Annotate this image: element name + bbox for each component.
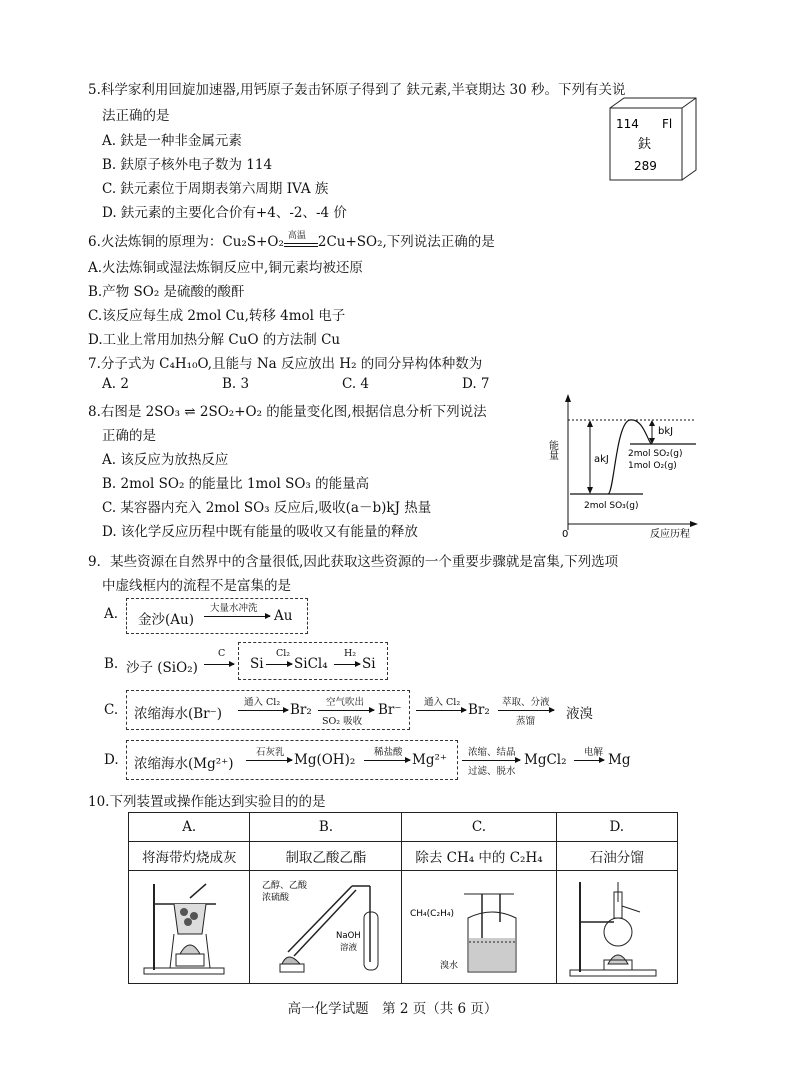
- q7-option-c: C. 4: [342, 376, 370, 392]
- q10-table: [128, 812, 678, 984]
- element-tile: [606, 96, 702, 186]
- q9d-cond3b: 过滤、脱水: [468, 766, 516, 777]
- element-number: 114: [616, 117, 639, 131]
- product-label-2: 1mol O₂(g): [628, 461, 677, 471]
- q8-stem-line1: 8.右图是 2SO₃ ⇌ 2SO₂+O₂ 的能量变化图,根据信息分析下列说法: [88, 404, 487, 420]
- energy-b-label: bkJ: [658, 426, 674, 437]
- q9b-cond2: Cl₂: [276, 648, 291, 659]
- energy-a-label: akJ: [594, 454, 609, 465]
- apparatus-c-label-2: 溴水: [439, 961, 458, 971]
- q9c-cond2a: 空气吹出: [326, 697, 365, 708]
- q9b-label: B.: [104, 656, 119, 672]
- q10-purpose-b: 制取乙酸乙酯: [250, 842, 402, 871]
- q6-option-a: A.火法炼铜或湿法炼铜反应中,铜元素均被还原: [88, 260, 363, 276]
- q9b-step1: Si: [250, 656, 264, 672]
- q10-purpose-c: 除去 CH₄ 中的 C₂H₄: [402, 842, 556, 871]
- q9d-arrow3: [462, 760, 520, 761]
- q6-stem-pre: 6.火法炼铜的原理为：Cu₂S+O₂: [88, 234, 284, 250]
- q9c-cond1: 通入 Cl₂: [244, 697, 281, 708]
- q7-option-b: B. 3: [222, 376, 250, 392]
- q9c-step1: Br₂: [290, 702, 312, 718]
- q6-option-b: B.产物 SO₂ 是硫酸的酸酐: [88, 284, 245, 300]
- distillation-apparatus: [558, 872, 676, 978]
- element-name: 鈇: [638, 137, 652, 152]
- q9a-condition: 大量水冲洗: [210, 603, 258, 614]
- element-mass: 289: [634, 159, 657, 173]
- q10-purpose-d: 石油分馏: [556, 842, 677, 871]
- q10-header-d: D.: [556, 813, 677, 842]
- gas-wash-bottle-apparatus: [404, 872, 554, 978]
- q9a-label: A.: [104, 606, 119, 622]
- q9c-end: 液溴: [566, 706, 593, 722]
- q8-option-d: D. 该化学反应历程中既有能量的吸收又有能量的释放: [102, 524, 418, 540]
- q9b-cond3: H₂: [344, 648, 357, 659]
- q9d-cond1: 石灰乳: [256, 747, 285, 758]
- q9d-start: 浓缩海水(Mg²⁺): [134, 756, 234, 772]
- q9b-arrow3: [334, 664, 360, 665]
- crucible-burning-apparatus: [130, 872, 248, 978]
- product-label-1: 2mol SO₂(g): [628, 449, 683, 459]
- q9c-cond2b: SO₂ 吸收: [322, 716, 363, 727]
- q9a-end: Au: [274, 608, 293, 624]
- q9d-arrow4: [574, 760, 604, 761]
- q9b-arrow2: [266, 664, 292, 665]
- reactant-label: 2mol SO₃(g): [584, 501, 639, 511]
- q9d-label: D.: [104, 752, 119, 768]
- q5-option-b: B. 鈇原子核外电子数为 114: [102, 157, 273, 173]
- q10-header-a: A.: [129, 813, 250, 842]
- q9d-step3: MgCl₂: [524, 752, 567, 768]
- ester-prep-apparatus: [252, 872, 400, 978]
- q6-option-c: C.该反应每生成 2mol Cu,转移 4mol 电子: [88, 308, 346, 324]
- q5-option-a: A. 鈇是一种非金属元素: [102, 133, 242, 149]
- q5-stem-line1: 5.科学家利用回旋加速器,用钙原子轰击钚原子得到了 鈇元素,半衰期达 30 秒。下列有关说: [88, 82, 626, 98]
- q9c-arrow2: [318, 710, 374, 711]
- q10-apparatus-a: [129, 871, 250, 984]
- q10-apparatus-b: [250, 871, 402, 984]
- q10-apparatus-c: [402, 871, 556, 984]
- q10-header-b: B.: [250, 813, 402, 842]
- q8-option-b: B. 2mol SO₂ 的能量比 1mol SO₃ 的能量高: [102, 476, 370, 492]
- apparatus-b-label-4: 溶液: [339, 943, 357, 953]
- page-footer: 高一化学试题 第 2 页（共 6 页）: [287, 1001, 498, 1017]
- q9d-arrow2: [364, 760, 410, 761]
- q5-option-d: D. 鈇元素的主要化合价有+4、-2、-4 价: [102, 205, 347, 221]
- progress-axis-label: 反应历程: [650, 529, 690, 540]
- q9a-start: 金沙(Au): [138, 612, 194, 628]
- q9c-arrow3: [416, 710, 466, 711]
- q8-option-a: A. 该反应为放热反应: [102, 452, 229, 468]
- q10-stem: 10.下列装置或操作能达到实验目的的是: [88, 794, 326, 810]
- q10-purpose-row: [129, 842, 678, 871]
- q10-apparatus-d: [556, 871, 677, 984]
- apparatus-c-label-1: CH₄(C₂H₄): [409, 909, 454, 919]
- apparatus-b-label-2: 浓硫酸: [261, 893, 289, 903]
- q9b-start: 沙子 (SiO₂): [126, 660, 198, 676]
- q9d-step2: Mg²⁺: [412, 752, 448, 768]
- q6-stem: [88, 230, 495, 250]
- energy-axis-label: 能量: [546, 440, 558, 460]
- q9c-arrow4: [498, 710, 554, 711]
- q9d-cond3a: 浓缩、结晶: [468, 747, 516, 758]
- q9c-start: 浓缩海水(Br⁻): [134, 706, 223, 722]
- apparatus-b-label-3: NaOH: [335, 931, 361, 941]
- q9d-step1: Mg(OH)₂: [294, 752, 356, 768]
- q9a-arrow: [204, 616, 270, 617]
- q6-condition: 高温: [287, 230, 306, 241]
- q9c-arrow1: [238, 710, 288, 711]
- q7-option-a: A. 2: [102, 376, 129, 392]
- q9d-end: Mg: [608, 752, 631, 768]
- q9b-arrow1: [204, 664, 234, 665]
- q9c-cond3: 通入 Cl₂: [424, 697, 461, 708]
- energy-diagram: [548, 392, 700, 540]
- q10-apparatus-row: [129, 871, 678, 984]
- q9b-step3: Si: [362, 656, 376, 672]
- q9c-cond4b: 蒸馏: [516, 716, 536, 727]
- q9-stem-line1: 9．某些资源在自然界中的含量很低,因此获取这些资源的一个重要步骤就是富集,下列选项: [88, 554, 619, 570]
- q9c-step3: Br₂: [468, 702, 490, 718]
- q9c-cond4a: 萃取、分液: [502, 697, 550, 708]
- q6-stem-post: 2Cu+SO₂,下列说法正确的是: [317, 234, 495, 250]
- q9d-cond2: 稀盐酸: [374, 747, 403, 758]
- q8-stem-line2: 正确的是: [102, 428, 156, 444]
- q5-option-c: C. 鈇元素位于周期表第六周期 IVA 族: [102, 181, 329, 197]
- q5-stem-line2: 法正确的是: [102, 108, 170, 124]
- apparatus-b-label-1: 乙醇、乙酸: [261, 881, 307, 891]
- q10-purpose-a: 将海带灼烧成灰: [129, 842, 250, 871]
- origin-label: 0: [562, 529, 569, 540]
- q9c-step2: Br⁻: [378, 702, 402, 718]
- q9-stem-line2: 中虚线框内的流程不是富集的是: [102, 578, 291, 594]
- q6-reaction-arrow: [284, 230, 318, 250]
- q7-option-d: D. 7: [462, 376, 490, 392]
- q10-header-row: [129, 813, 678, 842]
- q9d-cond4: 电解: [584, 747, 604, 758]
- q9d-arrow1: [246, 760, 292, 761]
- q6-option-d: D.工业上常用加热分解 CuO 的方法制 Cu: [88, 332, 341, 348]
- q9b-cond1: C: [218, 648, 226, 659]
- q7-stem: 7.分子式为 C₄H₁₀O,且能与 Na 反应放出 H₂ 的同分异构体种数为: [88, 356, 483, 372]
- q10-header-c: C.: [402, 813, 556, 842]
- element-symbol: Fl: [662, 117, 673, 131]
- q9c-label: C.: [104, 702, 119, 718]
- q8-option-c: C. 某容器内充入 2mol SO₃ 反应后,吸收(a－b)kJ 热量: [102, 500, 432, 516]
- q9b-step2: SiCl₄: [294, 656, 328, 672]
